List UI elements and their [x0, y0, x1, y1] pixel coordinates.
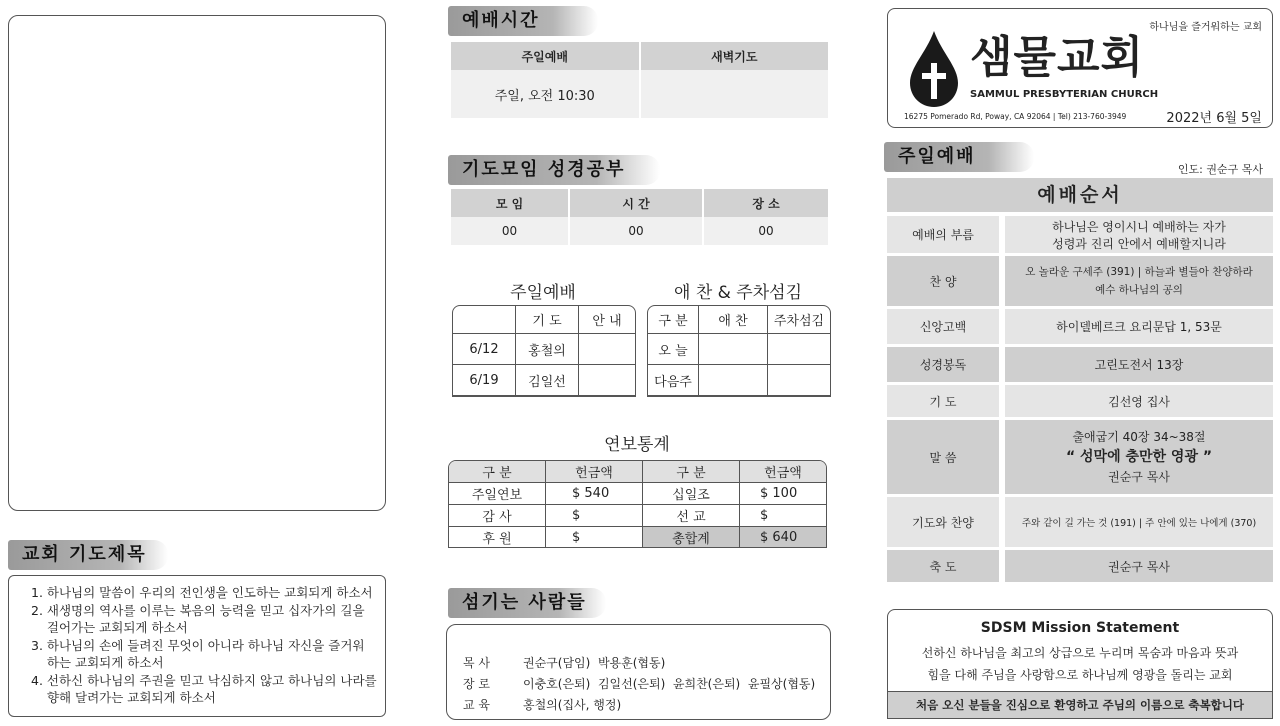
finance-amount: $	[546, 505, 643, 527]
church-tagline: 하나님을 즐거워하는 교회	[1149, 22, 1262, 33]
worship-time-table	[451, 42, 828, 118]
meal-parking-meal	[699, 334, 768, 365]
finance-header: 구 분	[449, 461, 546, 483]
meal-parking-header: 구 분	[648, 306, 699, 334]
prayer-topics-box	[8, 575, 386, 717]
finance-header: 구 분	[643, 461, 740, 483]
finance-amount: $ 100	[740, 483, 827, 505]
mission-box	[887, 609, 1273, 719]
prayer-study-header: 시 간	[569, 189, 703, 217]
servants-title: 섬기는 사람들	[448, 588, 606, 618]
order-label: 성경봉독	[887, 347, 1005, 382]
welcome-banner: 처음 오신 분들을 진심으로 환영하고 주님의 이름으로 축복합니다	[888, 691, 1272, 718]
meal-parking-header: 주차섬김	[768, 306, 831, 334]
order-content: 출애굽기 40장 34~38절 “ 성막에 충만한 영광 ” 권순구 목사	[1005, 420, 1273, 494]
order-label: 기 도	[887, 385, 1005, 417]
worship-time-header: 주일예배	[451, 42, 640, 70]
order-content: 권순구 목사	[1005, 550, 1273, 582]
finance-title: 연보통계	[604, 435, 670, 455]
prayer-topic-item: 1. 하나님의 말씀이 우리의 전인생을 인도하는 교회되게 하소서	[31, 585, 373, 600]
prayer-study-header: 모 임	[451, 189, 569, 217]
image-placeholder-frame	[8, 15, 386, 511]
prayer-topic-item: 2. 새생명의 역사를 이루는 복음의 능력을 믿고 십자가의 길을	[31, 602, 365, 618]
service-title: 주일예배	[884, 142, 1034, 172]
servants-box	[446, 624, 831, 720]
servant-names: 이충호(은퇴) 김일선(은퇴) 윤희찬(은퇴) 윤필상(협동)	[523, 677, 816, 691]
sunday-duty-title: 주일예배	[510, 283, 576, 303]
worship-time-header: 새벽기도	[640, 42, 829, 70]
order-content: 주와 같이 길 가는 것 (191) | 주 안에 있는 나에게 (370)	[1005, 497, 1273, 547]
prayer-study-value: 00	[703, 217, 828, 245]
prayer-study-table	[451, 189, 828, 245]
church-address: 16275 Pomerado Rd, Poway, CA 92064 | Tel) 213-760-3949	[904, 112, 1127, 121]
servant-role: 장 로	[463, 677, 490, 691]
bulletin-date: 2022년 6월 5일	[1166, 111, 1262, 126]
prayer-study-header: 장 소	[703, 189, 828, 217]
meal-parking-meal	[699, 365, 768, 396]
prayer-topics-title: 교회 기도제목	[8, 540, 168, 570]
order-of-worship-table	[887, 213, 1273, 585]
finance-table	[448, 460, 827, 548]
church-header-box	[887, 8, 1273, 128]
sunday-service-time: 주일, 오전 10:30	[451, 70, 640, 118]
finance-amount: $	[740, 505, 827, 527]
service-leader: 인도: 권순구 목사	[1177, 163, 1263, 176]
sunday-duty-date: 6/19	[453, 365, 516, 396]
order-label: 축 도	[887, 550, 1005, 582]
finance-total-label: 총합계	[643, 527, 740, 549]
church-english-name: SAMMUL PRESBYTERIAN CHURCH	[970, 89, 1159, 100]
sunday-duty-frame	[452, 305, 636, 397]
church-name: 샘물교회	[970, 32, 1145, 83]
order-label: 예배의 부름	[887, 216, 1005, 253]
prayer-study-value: 00	[451, 217, 569, 245]
worship-time-title: 예배시간	[448, 6, 598, 36]
finance-category: 십일조	[643, 483, 740, 505]
servant-role: 교 육	[463, 698, 490, 712]
meal-parking-frame	[647, 305, 831, 397]
finance-category: 감 사	[449, 505, 546, 527]
order-content: 하이델베르크 요리문답 1, 53문	[1005, 309, 1273, 344]
sunday-duty-usher	[579, 365, 636, 396]
meal-parking-parking	[768, 365, 831, 396]
sunday-duty-table	[452, 305, 636, 396]
prayer-study-title: 기도모임 성경공부	[448, 155, 660, 185]
order-label: 말 씀	[887, 420, 1005, 494]
finance-amount: $ 540	[546, 483, 643, 505]
dawn-prayer-time	[640, 70, 829, 118]
mission-line: 힘을 다해 주님을 사랑함으로 하나님께 영광을 돌리는 교회	[927, 668, 1233, 682]
meal-parking-week: 다음주	[648, 365, 699, 396]
order-content: 고린도전서 13장	[1005, 347, 1273, 382]
order-content: 오 놀라운 구세주 (391) | 하늘과 별들아 찬양하라 예수 하나님의 공의	[1005, 256, 1273, 306]
finance-frame	[448, 460, 827, 548]
order-label: 기도와 찬양	[887, 497, 1005, 547]
sunday-duty-header	[453, 306, 516, 334]
sunday-duty-usher	[579, 334, 636, 365]
mission-title: SDSM Mission Statement	[980, 620, 1180, 636]
prayer-topic-item: 하는 교회되게 하소서	[31, 655, 164, 670]
meal-parking-title: 애 찬 & 주차섬김	[674, 283, 802, 303]
prayer-topic-item: 향해 달려가는 교회되게 하소서	[31, 690, 216, 705]
prayer-study-value: 00	[569, 217, 703, 245]
order-content: 하나님은 영이시니 예배하는 자가 성령과 진리 안에서 예배할지니라	[1005, 216, 1273, 253]
meal-parking-table	[647, 305, 831, 396]
finance-total-amount: $ 640	[740, 527, 827, 549]
order-label: 찬 양	[887, 256, 1005, 306]
meal-parking-parking	[768, 334, 831, 365]
water-drop-cross-logo	[906, 29, 962, 113]
sunday-duty-prayer: 홍철의	[516, 334, 579, 365]
mission-line: 선하신 하나님을 최고의 상급으로 누리며 목숨과 마음과 뜻과	[921, 646, 1239, 660]
finance-category: 주일연보	[449, 483, 546, 505]
finance-category: 선 교	[643, 505, 740, 527]
order-label: 신앙고백	[887, 309, 1005, 344]
prayer-topic-item: 4. 선하신 하나님의 주권을 믿고 낙심하지 않고 하나님의 나라를	[31, 672, 377, 688]
servant-role: 목 사	[463, 656, 490, 670]
meal-parking-header: 애 찬	[699, 306, 768, 334]
order-of-worship-title: 예배순서	[887, 178, 1273, 212]
sunday-duty-prayer: 김일선	[516, 365, 579, 396]
sunday-duty-header: 안 내	[579, 306, 636, 334]
prayer-topic-item: 3. 하나님의 손에 들려진 무엇이 아니라 하나님 자신을 즐거워	[31, 637, 365, 653]
servant-names: 권순구(담임) 박용훈(협동)	[523, 656, 666, 670]
finance-header: 헌금액	[546, 461, 643, 483]
servant-names: 홍철의(집사, 행정)	[523, 698, 622, 712]
finance-category: 후 원	[449, 527, 546, 549]
finance-amount: $	[546, 527, 643, 549]
prayer-topic-item: 걸어가는 교회되게 하소서	[31, 620, 188, 635]
sunday-duty-date: 6/12	[453, 334, 516, 365]
sunday-duty-header: 기 도	[516, 306, 579, 334]
meal-parking-week: 오 늘	[648, 334, 699, 365]
order-content: 김선영 집사	[1005, 385, 1273, 417]
finance-header: 헌금액	[740, 461, 827, 483]
